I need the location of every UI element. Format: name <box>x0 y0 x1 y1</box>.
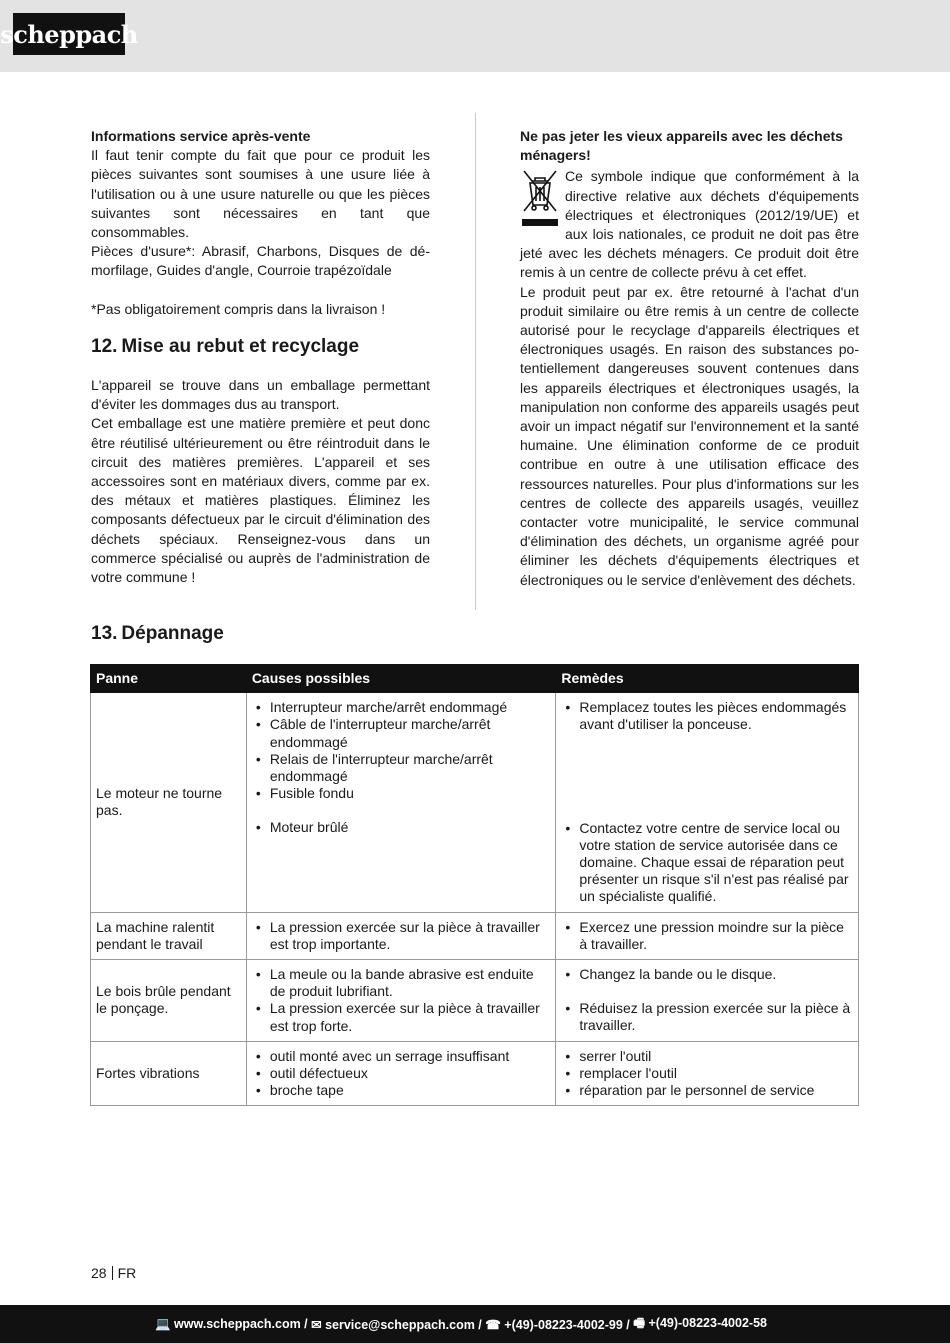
table-row <box>91 1041 859 1106</box>
header-causes: Causes possibles <box>246 665 556 693</box>
table-row <box>91 912 859 959</box>
packaging-paragraph: L'appareil se trouve dans un emballage permettant d'éviter les dommages dus au transport. <box>91 377 430 413</box>
table-header-row <box>91 665 859 693</box>
footnote-text: *Pas obligatoirement compris dans la livraison ! <box>91 300 386 317</box>
brand-logo: scheppach <box>13 13 125 55</box>
section-13-number: 13. <box>91 623 118 644</box>
panne-cell: Le bois brûle pendant le ponçage. <box>91 960 247 1042</box>
page-number-value: 28 <box>91 1265 107 1281</box>
list-item: • Remplacez toutes les pièces endommagés avant d'utiliser la ponceuse. <box>561 699 853 733</box>
section-12-number: 12. <box>91 336 118 358</box>
section-12-title <box>91 335 430 359</box>
list-item: • Interrupteur marche/arrêt endommagé <box>252 699 551 716</box>
weee-paragraph-2: Le produit peut par ex. être retourné à l'achat d'un produit similaire ou être remis à un centre de collecte autorisé pour le recyclage d'appareils électriques et électroniques usagés. En raison des substances potentiellement dangereuses souvent contenues dans les appareils électriques et électroniques usagés, la manipulation non conforme des appareils usagés peut avoir un impact négatif sur l'environnement et la santé humaine. Une élimination conforme de ce produit contribue en outre à une utilisation efficace des ressources naturelles. Pour plus d'informations sur les centres de collecte des appareils usagés, veuillez contacter votre municipalité, le service communal d'élimination des déchets, un organisme agréé pour éliminer les déchets d'équipements électriques et électroniques ou le service d'enlèvement des déchets. <box>520 283 859 588</box>
list-item: • réparation par le personnel de service <box>561 1082 853 1099</box>
list-item: • Relais de l'interrupteur marche/arrêt endommagé <box>252 751 551 785</box>
list-item: • broche tape <box>252 1082 551 1099</box>
list-item: • Contactez votre centre de service local ou votre station de service autorisée dans ce domaine. Chaque essai de réparation peut présenter un risque s'il n'est pas réalisé par un spécialiste qualifié. <box>561 820 853 906</box>
section-12-label: Mise au rebut et recyclage <box>121 336 360 358</box>
remedes-cell <box>556 960 859 1042</box>
list-item: • Câble de l'interrupteur marche/arrêt endommagé <box>252 716 551 750</box>
list-item: • Changez la bande ou le disque. <box>561 966 853 983</box>
list-item: • Réduisez la pression exercée sur la pièce à travailler. <box>561 1000 853 1034</box>
table-row <box>91 693 859 912</box>
panne-cell: Fortes vibrations <box>91 1041 247 1106</box>
list-item: • outil monté avec un serrage insuffisant <box>252 1048 551 1065</box>
page-language: FR <box>117 1265 137 1281</box>
list-item: • Moteur brûlé <box>252 819 551 836</box>
left-column <box>91 127 430 587</box>
column-divider <box>475 113 476 610</box>
service-paragraph: Il faut tenir compte du fait que pour ce produit les pièces suivantes sont soumises à une usure liée à l'utilisation ou à une usure naturelle ou que les pièces suivantes sont nécessaires en tant que consommables. <box>91 147 430 241</box>
header-panne: Panne <box>91 665 247 693</box>
header-remedes: Remèdes <box>556 665 859 693</box>
section-13-title <box>91 622 224 646</box>
header-band <box>0 0 950 72</box>
list-item: • outil défectueux <box>252 1065 551 1082</box>
causes-cell <box>246 1041 556 1106</box>
service-heading: Informations service après-vente <box>91 128 311 144</box>
crossed-bin-icon <box>520 167 560 233</box>
list-item: • La pression exercée sur la pièce à travailler est trop forte. <box>252 1000 551 1034</box>
list-item: • Exercez une pression moindre sur la pièce à travailler. <box>561 919 853 953</box>
troubleshooting-table <box>90 664 859 1106</box>
remedes-cell <box>556 693 859 912</box>
panne-cell: La machine ralentit pendant le travail <box>91 912 247 959</box>
footer-bar <box>0 1305 950 1343</box>
page-number <box>91 1265 136 1281</box>
wear-parts-text: Pièces d'usure*: Abrasif, Charbons, Disques de démorfilage, Guides d'angle, Courroie trapézoïdale <box>91 243 430 279</box>
footer-fax: 🖷 +(49)-08223-4002-58 <box>633 1315 767 1330</box>
weee-heading: Ne pas jeter les vieux appareils avec les déchets ménagers! <box>520 128 843 164</box>
list-item: • La pression exercée sur la pièce à travailler est trop importante. <box>252 919 551 953</box>
panne-cell: Le moteur ne tourne pas. <box>91 693 247 912</box>
table-row <box>91 960 859 1042</box>
remedes-cell <box>556 1041 859 1106</box>
right-column <box>520 127 859 590</box>
list-item: • serrer l'outil <box>561 1048 853 1065</box>
section-13-label: Dépannage <box>121 623 224 644</box>
remedes-cell <box>556 912 859 959</box>
causes-cell <box>246 912 556 959</box>
list-item: • remplacer l'outil <box>561 1065 853 1082</box>
weee-paragraph-1: Ce symbole indique que conformément à la directive relative aux déchets d'équipements électriques et électroniques (2012/19/UE) et aux lois nationales, ce produit ne doit pas être jeté avec les déchets ménagers. Ce produit doit être remis à un centre de collecte prévu à cet effet. <box>520 168 859 281</box>
list-item: • Fusible fondu <box>252 785 551 802</box>
list-item: • La meule ou la bande abrasive est enduite de produit lubrifiant. <box>252 966 551 1000</box>
causes-cell <box>246 960 556 1042</box>
footer-email-link[interactable]: ✉ service@scheppach.com / <box>311 1317 486 1332</box>
causes-cell <box>246 693 556 912</box>
footer-website-link[interactable]: 💻 www.scheppach.com / <box>155 1316 312 1331</box>
recycling-paragraph: Cet emballage est une matière première et peut donc être réutilisé ultérieurement ou être réintroduit dans le circuit des matières premières. L'appareil et ses accessoires sont en matériaux divers, comme par ex. des métaux et matières plastiques. Éliminez les composants défectueux par le circuit d'élimination des déchets spéciaux. Renseignez-vous dans un commerce spécialisé ou auprès de l'administration de votre commune ! <box>91 415 430 586</box>
footer-phone: ☎ +(49)-08223-4002-99 / <box>485 1317 634 1332</box>
